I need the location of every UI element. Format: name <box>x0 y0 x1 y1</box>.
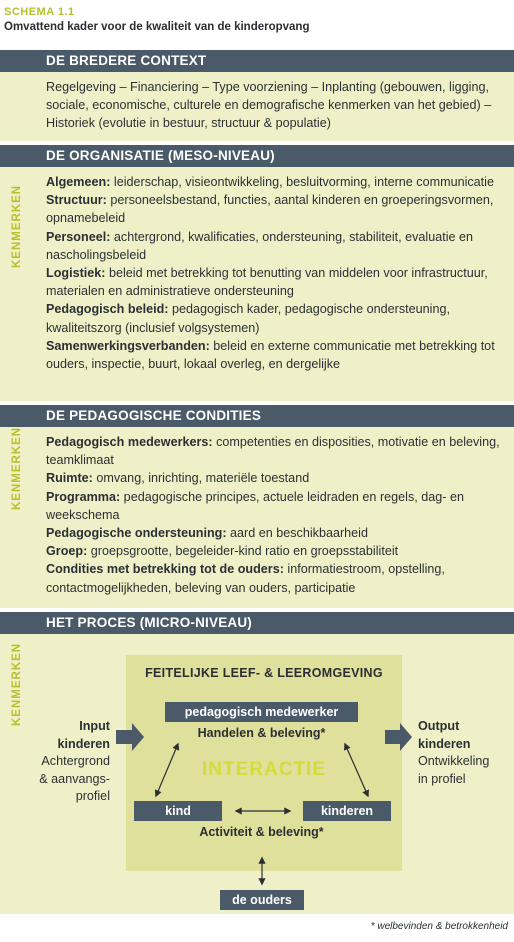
children-box: kinderen <box>303 801 391 821</box>
list-item: Algemeen: leiderschap, visieontwikkeling, besluitvorming, interne communicatie <box>46 175 494 189</box>
list-item: Condities met betrekking tot de ouders: informatiestroom, opstelling, contactmogelijkheden, beleving van ouders, participatie <box>46 562 445 595</box>
list-item: Structuur: personeelsbestand, functies, aantal kinderen en groeperingsvormen, opnamebeleid <box>46 193 494 226</box>
organisatie-list <box>46 173 508 373</box>
section-header-organisatie: DE ORGANISATIE (MESO-NIVEAU) <box>0 145 514 167</box>
list-item: Programma: pedagogische principes, actuele leidraden en regels, dag- en weekschema <box>46 489 464 522</box>
parents-box: de ouders <box>220 890 304 910</box>
side-label-kenmerken: KENMERKEN <box>11 642 23 726</box>
schema-title: Omvattend kader voor de kwaliteit van de kinderopvang <box>4 21 310 33</box>
section-header-pedagogisch: DE PEDAGOGISCHE CONDITIES <box>0 405 514 427</box>
section-header-context: DE BREDERE CONTEXT <box>0 50 514 72</box>
staff-sub-label: Handelen & beleving* <box>197 726 326 740</box>
list-item: Pedagogische ondersteuning: aard en beschikbaarheid <box>46 526 368 541</box>
side-label-kenmerken: KENMERKEN <box>11 184 23 268</box>
pedagogisch-list <box>46 433 508 597</box>
list-item: Ruimte: omvang, inrichting, materiële toestand <box>46 471 310 486</box>
section-header-proces: HET PROCES (MICRO-NIVEAU) <box>0 612 514 634</box>
list-item: Logistiek: beleid met betrekking tot benutting van middelen voor infrastructuur, materialen en administratieve ondersteuning <box>46 266 488 299</box>
list-item: Samenwerkingsverbanden: beleid en externe communicatie met betrekking tot ouders, inspectie, buurt, lokaal overleg, en dergelijke <box>46 338 495 372</box>
list-item: Pedagogisch medewerkers: competenties en disposities, motivatie en beleving, teamklimaat <box>46 435 500 468</box>
list-item: Pedagogisch beleid: pedagogisch kader, pedagogische ondersteuning, kwaliteitszorg (inclusief volgsystemen) <box>46 302 450 335</box>
context-text: Regelgeving – Financiering – Type voorziening – Inplanting (gebouwen, ligging, sociale, economische, culturele en demografische kenmerken van het gebied) – Historiek (evolutie in bestuur, structuur & populatie) <box>46 80 492 131</box>
interaction-label: INTERACTIE <box>202 759 326 780</box>
list-item: Personeel: achtergrond, kwalificaties, ondersteuning, stabiliteit, evaluatie en nascholingsbeleid <box>46 229 474 262</box>
child-box: kind <box>134 801 222 821</box>
learning-environment-title: FEITELIJKE LEEF- & LEEROMGEVING <box>145 666 383 680</box>
footnote: * welbevinden & betrokkenheid <box>370 921 508 932</box>
schema-label: SCHEMA 1.1 <box>4 6 75 18</box>
list-item: Groep: groepsgrootte, begeleider-kind ratio en groepsstabiliteit <box>46 544 399 559</box>
input-block: Input kinderen Achtergrond & aanvangs- profiel <box>39 719 110 803</box>
side-label-kenmerken: KENMERKEN <box>11 426 23 510</box>
staff-box: pedagogisch medewerker <box>165 702 358 722</box>
children-sub-label: Activiteit & beleving* <box>199 825 324 839</box>
output-block: Output kinderen Ontwikkeling in profiel <box>418 719 490 786</box>
